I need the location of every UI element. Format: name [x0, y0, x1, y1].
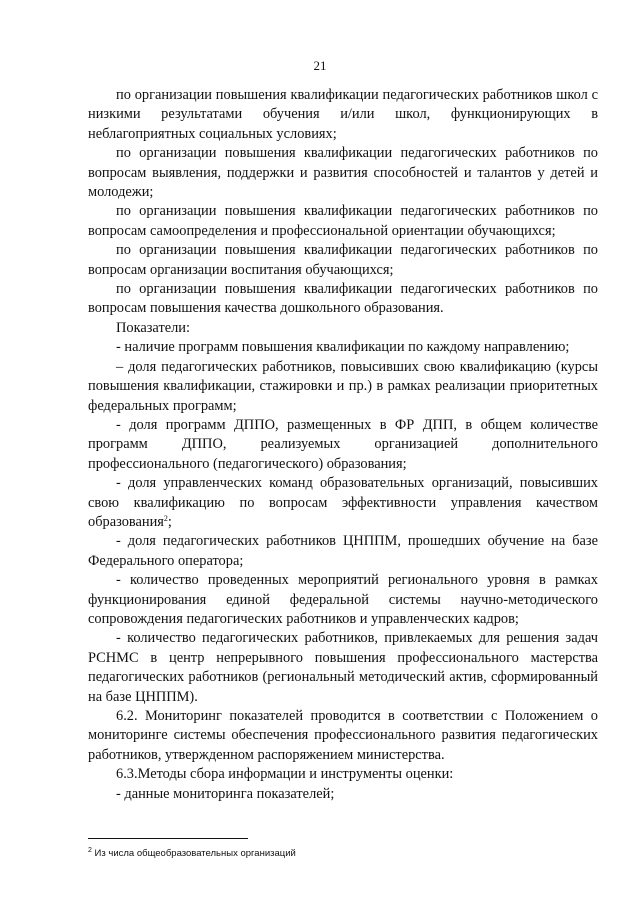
list-item: – доля педагогических работников, повысивших свою квалификацию (курсы повышения квалификации, стажировки и пр.) в рамках реализации приоритетных федеральных программ;: [88, 358, 598, 414]
list-item-tail: ;: [167, 513, 172, 530]
paragraph: по организации повышения квалификации педагогических работников по вопросам выявления, поддержки и развития способностей и талантов у детей и молодежи;: [88, 145, 598, 201]
body-text: [88, 86, 598, 804]
list-item: - количество проведенных мероприятий регионального уровня в рамках функционирования единой федеральной системы научно-методического сопровождения педагогических работников и управленческих кадров;: [88, 572, 598, 627]
footnote-text: Из числа общеобразовательных организаций: [94, 848, 296, 859]
list-item-text: - доля управленческих команд образовательных организаций, повысивших свою квалификацию по вопросам эффективности управления качеством образования: [88, 475, 598, 530]
paragraph: 6.3.Методы сбора информации и инструменты оценки:: [116, 766, 454, 783]
list-item: - количество педагогических работников, привлекаемых для решения задач РСНМС в центр непрерывного повышения профессионального мастерства педагогических работников (региональный методический актив, сформированный на базе ЦНППМ).: [88, 630, 598, 705]
footnote: [88, 848, 568, 860]
paragraph: по организации повышения квалификации педагогических работников по вопросам повышения качества дошкольного образования.: [88, 281, 598, 317]
list-item: - доля программ ДППО, размещенных в ФР ДПП, в общем количестве программ ДППО, реализуемых организацией дополнительного профессионального (педагогического) образования;: [88, 416, 598, 472]
page-number: 21: [313, 58, 327, 73]
footnote-marker: 2: [88, 847, 92, 854]
list-item: - данные мониторинга показателей;: [116, 785, 335, 802]
footnote-reference: 2: [163, 513, 168, 523]
indicators-heading: Показатели:: [116, 319, 191, 336]
paragraph: по организации повышения квалификации педагогических работников по вопросам организации воспитания обучающихся;: [88, 242, 598, 278]
paragraph: по организации повышения квалификации педагогических работников школ с низкими результатами обучения и/или школ, функционирующих в неблагоприятных социальных условиях;: [88, 87, 598, 142]
footnote-divider: [88, 838, 248, 839]
paragraph: 6.2. Мониторинг показателей проводится в соответствии с Положением о мониторинге системы обеспечения профессионального развития педагогических работников, утвержденном распоряжением министерства.: [88, 708, 598, 763]
list-item: - доля педагогических работников ЦНППМ, прошедших обучение на базе Федерального оператора;: [88, 533, 598, 569]
list-item: - наличие программ повышения квалификации по каждому направлению;: [116, 339, 570, 356]
list-item: [88, 474, 598, 532]
paragraph: по организации повышения квалификации педагогических работников по вопросам самоопределения и профессиональной ориентации обучающихся;: [88, 203, 598, 239]
